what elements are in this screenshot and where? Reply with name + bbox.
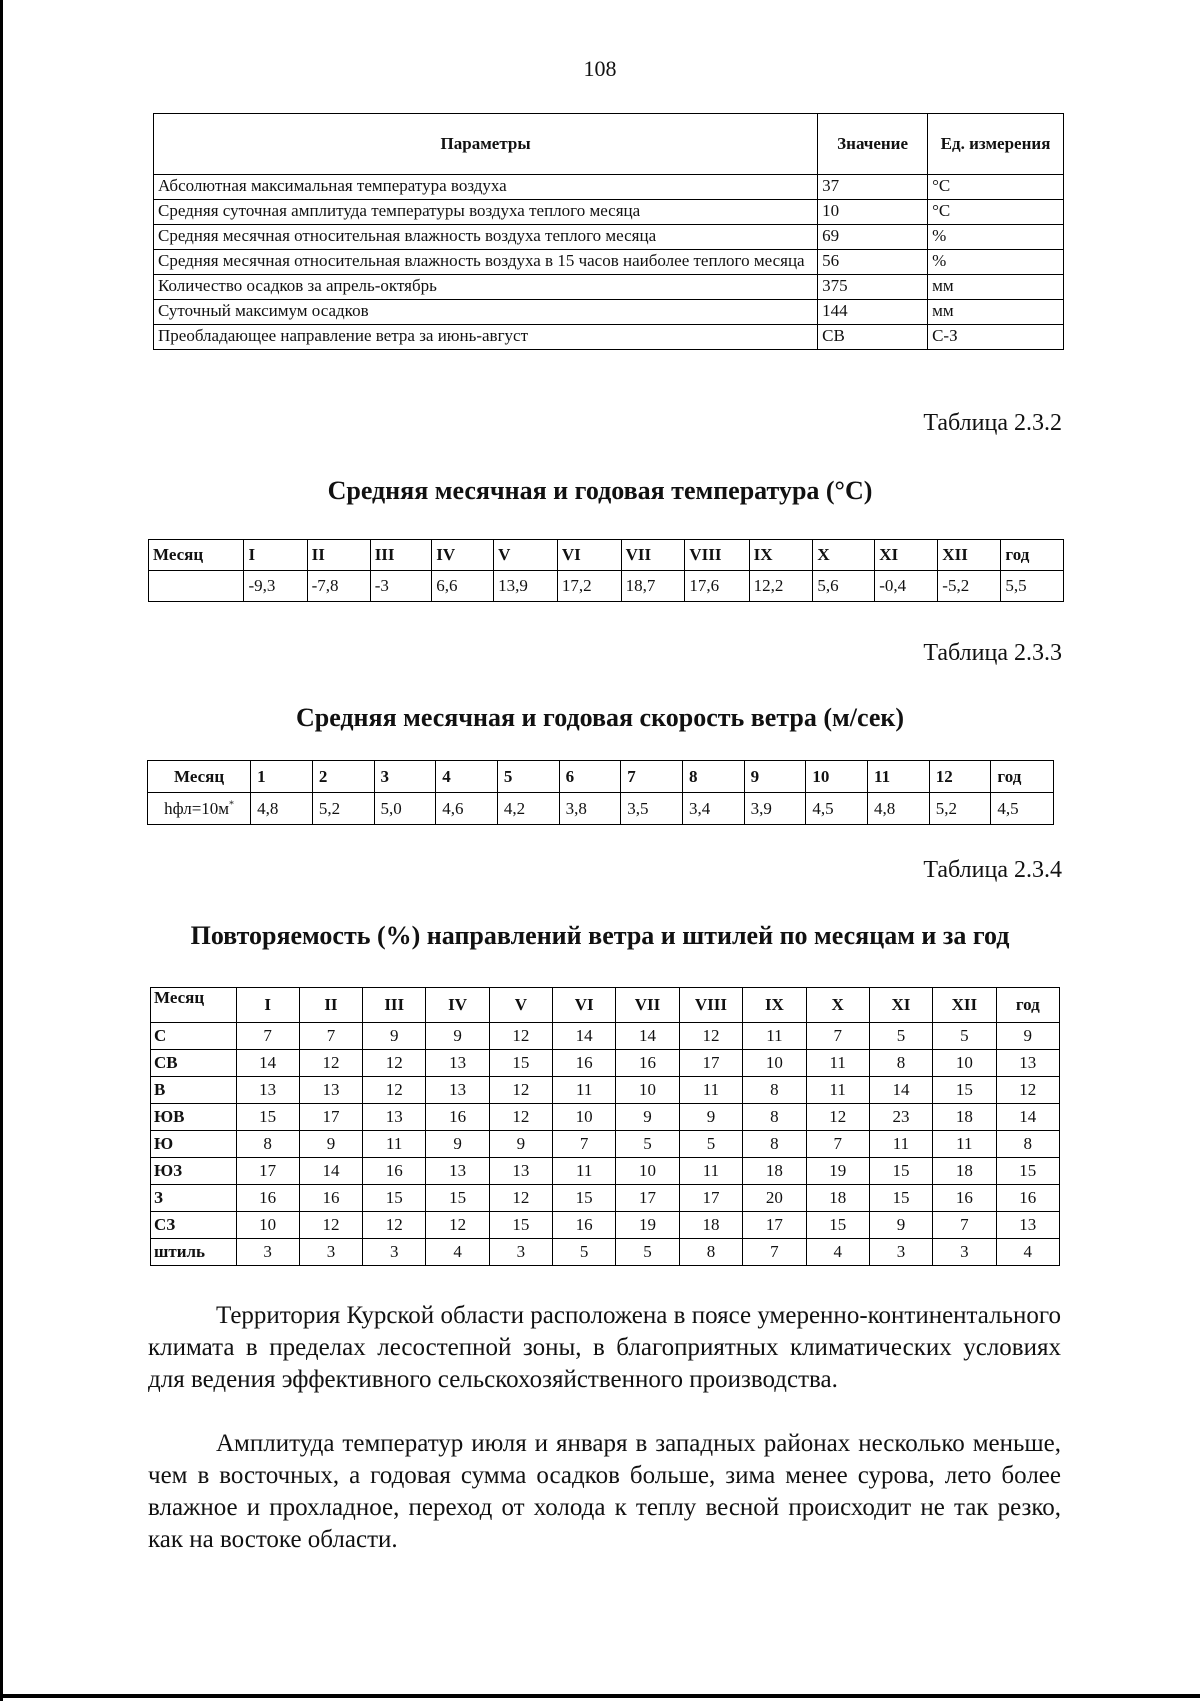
table-row bbox=[151, 1050, 1060, 1077]
wind-speed-cell: 4,2 bbox=[497, 793, 559, 825]
table-row bbox=[154, 300, 1064, 325]
frequency-cell: 15 bbox=[806, 1212, 869, 1239]
table-header-row bbox=[151, 988, 1060, 1023]
frequency-cell: 10 bbox=[553, 1104, 616, 1131]
header-month: Месяц bbox=[148, 761, 251, 793]
footnote-mark: * bbox=[229, 798, 235, 810]
frequency-cell: 7 bbox=[743, 1239, 806, 1266]
temperature-cell: -9,3 bbox=[244, 571, 307, 602]
header-cell: IV bbox=[432, 540, 494, 571]
header-cell: 2 bbox=[312, 761, 374, 793]
header-cell: VIII bbox=[679, 988, 743, 1023]
frequency-cell: 13 bbox=[426, 1158, 489, 1185]
table-row bbox=[154, 275, 1064, 300]
header-cell: 10 bbox=[806, 761, 868, 793]
frequency-cell: 14 bbox=[236, 1050, 299, 1077]
table-row bbox=[151, 1212, 1060, 1239]
value-cell: 144 bbox=[818, 300, 928, 325]
frequency-cell: 15 bbox=[869, 1185, 932, 1212]
frequency-cell: 11 bbox=[869, 1131, 932, 1158]
frequency-cell: 12 bbox=[489, 1104, 552, 1131]
frequency-cell: 18 bbox=[679, 1212, 743, 1239]
direction-label-cell: СЗ bbox=[151, 1212, 237, 1239]
header-value: Значение bbox=[818, 114, 928, 175]
frequency-cell: 13 bbox=[426, 1050, 489, 1077]
unit-cell: мм bbox=[928, 300, 1064, 325]
frequency-cell: 15 bbox=[363, 1185, 426, 1212]
value-cell: 37 bbox=[818, 175, 928, 200]
table-row bbox=[154, 225, 1064, 250]
frequency-cell: 12 bbox=[489, 1023, 552, 1050]
frequency-cell: 19 bbox=[616, 1212, 679, 1239]
temperature-cell: 6,6 bbox=[432, 571, 494, 602]
table-row bbox=[154, 325, 1064, 350]
frequency-cell: 4 bbox=[806, 1239, 869, 1266]
paragraph-territory bbox=[148, 1300, 1061, 1396]
table-row bbox=[151, 1158, 1060, 1185]
header-cell: 1 bbox=[251, 761, 313, 793]
direction-label-cell: З bbox=[151, 1185, 237, 1212]
paragraph-temperature-amplitude bbox=[148, 1428, 1061, 1556]
direction-label-cell: В bbox=[151, 1077, 237, 1104]
wind-speed-cell: 3,4 bbox=[682, 793, 744, 825]
frequency-cell: 10 bbox=[933, 1050, 996, 1077]
frequency-cell: 4 bbox=[426, 1239, 489, 1266]
parameter-cell: Средняя месячная относительная влажность воздуха в 15 часов наиболее теплого месяца bbox=[154, 250, 818, 275]
frequency-cell: 12 bbox=[299, 1050, 362, 1077]
frequency-cell: 8 bbox=[679, 1239, 743, 1266]
wind-speed-cell: 4,5 bbox=[806, 793, 868, 825]
table-row bbox=[154, 175, 1064, 200]
value-cell: СВ bbox=[818, 325, 928, 350]
header-cell: 7 bbox=[621, 761, 683, 793]
frequency-cell: 16 bbox=[426, 1104, 489, 1131]
header-cell: X bbox=[806, 988, 869, 1023]
frequency-cell: 16 bbox=[553, 1212, 616, 1239]
frequency-cell: 11 bbox=[933, 1131, 996, 1158]
frequency-cell: 3 bbox=[933, 1239, 996, 1266]
frequency-cell: 9 bbox=[426, 1023, 489, 1050]
wind-speed-cell: 5,2 bbox=[929, 793, 991, 825]
scan-bottom-edge bbox=[0, 1694, 1200, 1698]
wind-speed-cell: 5,2 bbox=[312, 793, 374, 825]
temperature-cell: 18,7 bbox=[621, 571, 685, 602]
temperature-cell: 17,2 bbox=[557, 571, 621, 602]
header-cell: VIII bbox=[685, 540, 749, 571]
frequency-cell: 11 bbox=[679, 1077, 743, 1104]
header-cell: II bbox=[307, 540, 370, 571]
parameter-cell: Суточный максимум осадков bbox=[154, 300, 818, 325]
header-cell: год bbox=[1001, 540, 1064, 571]
frequency-cell: 16 bbox=[236, 1185, 299, 1212]
value-cell: 56 bbox=[818, 250, 928, 275]
temperature-cell: -0,4 bbox=[875, 571, 938, 602]
table-row bbox=[151, 1239, 1060, 1266]
table-label-2-3-2: Таблица 2.3.2 bbox=[923, 410, 1062, 436]
frequency-cell: 3 bbox=[236, 1239, 299, 1266]
table-title-wind-directions: Повторяемость (%) направлений ветра и штилей по месяцам и за год bbox=[190, 921, 1010, 950]
frequency-cell: 16 bbox=[363, 1158, 426, 1185]
table-title-temperature: Средняя месячная и годовая температура (°С) bbox=[327, 476, 873, 505]
value-cell: 69 bbox=[818, 225, 928, 250]
direction-label-cell: СВ bbox=[151, 1050, 237, 1077]
header-cell: X bbox=[813, 540, 875, 571]
frequency-cell: 20 bbox=[743, 1185, 806, 1212]
frequency-cell: 16 bbox=[996, 1185, 1059, 1212]
frequency-cell: 12 bbox=[426, 1212, 489, 1239]
frequency-cell: 12 bbox=[363, 1050, 426, 1077]
frequency-cell: 11 bbox=[553, 1077, 616, 1104]
frequency-cell: 18 bbox=[743, 1158, 806, 1185]
frequency-cell: 12 bbox=[489, 1077, 552, 1104]
wind-speed-cell: 4,6 bbox=[436, 793, 498, 825]
frequency-cell: 15 bbox=[933, 1077, 996, 1104]
frequency-cell: 12 bbox=[363, 1212, 426, 1239]
frequency-cell: 5 bbox=[616, 1131, 679, 1158]
frequency-cell: 11 bbox=[553, 1158, 616, 1185]
temperature-cell: 13,9 bbox=[494, 571, 558, 602]
unit-cell: % bbox=[928, 250, 1064, 275]
frequency-cell: 3 bbox=[299, 1239, 362, 1266]
frequency-cell: 3 bbox=[363, 1239, 426, 1266]
header-cell: III bbox=[370, 540, 432, 571]
frequency-cell: 9 bbox=[489, 1131, 552, 1158]
table-header-row bbox=[148, 761, 1054, 793]
table-row bbox=[151, 1023, 1060, 1050]
frequency-cell: 3 bbox=[489, 1239, 552, 1266]
frequency-cell: 11 bbox=[806, 1050, 869, 1077]
header-cell: 8 bbox=[682, 761, 744, 793]
header-cell: I bbox=[236, 988, 299, 1023]
temperature-table bbox=[148, 539, 1064, 602]
frequency-cell: 13 bbox=[996, 1212, 1059, 1239]
frequency-cell: 9 bbox=[996, 1023, 1059, 1050]
frequency-cell: 9 bbox=[426, 1131, 489, 1158]
header-cell: год bbox=[991, 761, 1054, 793]
frequency-cell: 17 bbox=[299, 1104, 362, 1131]
frequency-cell: 18 bbox=[806, 1185, 869, 1212]
wind-speed-table bbox=[147, 760, 1054, 825]
header-cell: IX bbox=[749, 540, 813, 571]
frequency-cell: 9 bbox=[363, 1023, 426, 1050]
header-cell: VI bbox=[553, 988, 616, 1023]
direction-label-cell: штиль bbox=[151, 1239, 237, 1266]
frequency-cell: 15 bbox=[869, 1158, 932, 1185]
header-cell: VII bbox=[621, 540, 685, 571]
frequency-cell: 18 bbox=[933, 1104, 996, 1131]
frequency-cell: 7 bbox=[236, 1023, 299, 1050]
header-cell: XII bbox=[938, 540, 1001, 571]
frequency-cell: 14 bbox=[299, 1158, 362, 1185]
header-cell: VI bbox=[557, 540, 621, 571]
temperature-cell: -3 bbox=[370, 571, 432, 602]
temperature-cell: -7,8 bbox=[307, 571, 370, 602]
direction-label-cell: ЮВ bbox=[151, 1104, 237, 1131]
unit-cell: °С bbox=[928, 200, 1064, 225]
frequency-cell: 13 bbox=[299, 1077, 362, 1104]
frequency-cell: 5 bbox=[933, 1023, 996, 1050]
scan-left-edge bbox=[0, 0, 3, 1701]
row-label-cell bbox=[148, 793, 251, 825]
frequency-cell: 11 bbox=[679, 1158, 743, 1185]
unit-cell: °С bbox=[928, 175, 1064, 200]
header-cell: V bbox=[489, 988, 552, 1023]
parameter-cell: Абсолютная максимальная температура воздуха bbox=[154, 175, 818, 200]
wind-speed-cell: 4,5 bbox=[991, 793, 1054, 825]
frequency-cell: 11 bbox=[363, 1131, 426, 1158]
frequency-cell: 7 bbox=[933, 1212, 996, 1239]
parameter-cell: Средняя месячная относительная влажность воздуха теплого месяца bbox=[154, 225, 818, 250]
table-header-row bbox=[154, 114, 1064, 175]
frequency-cell: 18 bbox=[933, 1158, 996, 1185]
header-cell: XII bbox=[933, 988, 996, 1023]
frequency-cell: 15 bbox=[236, 1104, 299, 1131]
table-row bbox=[154, 200, 1064, 225]
parameter-cell: Преобладающее направление ветра за июнь-август bbox=[154, 325, 818, 350]
table-row bbox=[154, 250, 1064, 275]
header-cell: год bbox=[996, 988, 1059, 1023]
frequency-cell: 5 bbox=[553, 1239, 616, 1266]
frequency-cell: 15 bbox=[489, 1050, 552, 1077]
frequency-cell: 8 bbox=[236, 1131, 299, 1158]
direction-label-cell: С bbox=[151, 1023, 237, 1050]
table-title-wind-speed: Средняя месячная и годовая скорость ветра (м/сек) bbox=[295, 703, 905, 732]
frequency-cell: 12 bbox=[679, 1023, 743, 1050]
table-row bbox=[151, 1077, 1060, 1104]
frequency-cell: 13 bbox=[489, 1158, 552, 1185]
frequency-cell: 7 bbox=[806, 1023, 869, 1050]
table-row bbox=[151, 1185, 1060, 1212]
frequency-cell: 7 bbox=[553, 1131, 616, 1158]
frequency-cell: 13 bbox=[426, 1077, 489, 1104]
wind-direction-table bbox=[150, 987, 1060, 1266]
frequency-cell: 16 bbox=[933, 1185, 996, 1212]
unit-cell: мм bbox=[928, 275, 1064, 300]
frequency-cell: 8 bbox=[743, 1077, 806, 1104]
header-cell: V bbox=[494, 540, 558, 571]
table-header-row bbox=[149, 540, 1064, 571]
parameter-cell: Средняя суточная амплитуда температуры воздуха теплого месяца bbox=[154, 200, 818, 225]
header-cell: VII bbox=[616, 988, 679, 1023]
temperature-cell: 12,2 bbox=[749, 571, 813, 602]
header-cell: 5 bbox=[497, 761, 559, 793]
frequency-cell: 15 bbox=[489, 1212, 552, 1239]
frequency-cell: 16 bbox=[616, 1050, 679, 1077]
row-label-text: hфл=10м bbox=[164, 798, 230, 818]
frequency-cell: 14 bbox=[553, 1023, 616, 1050]
frequency-cell: 16 bbox=[299, 1185, 362, 1212]
wind-speed-cell: 4,8 bbox=[251, 793, 313, 825]
frequency-cell: 10 bbox=[616, 1077, 679, 1104]
frequency-cell: 10 bbox=[236, 1212, 299, 1239]
table-row bbox=[151, 1104, 1060, 1131]
frequency-cell: 3 bbox=[869, 1239, 932, 1266]
table-label-2-3-3: Таблица 2.3.3 bbox=[923, 640, 1062, 666]
frequency-cell: 12 bbox=[363, 1077, 426, 1104]
table-row bbox=[151, 1131, 1060, 1158]
direction-label-cell: ЮЗ bbox=[151, 1158, 237, 1185]
frequency-cell: 10 bbox=[743, 1050, 806, 1077]
frequency-cell: 11 bbox=[743, 1023, 806, 1050]
header-cell: 4 bbox=[436, 761, 498, 793]
frequency-cell: 15 bbox=[553, 1185, 616, 1212]
table-label-2-3-4: Таблица 2.3.4 bbox=[923, 857, 1062, 883]
paragraph-territory-text: Территория Курской области расположена в поясе умеренно-континентального климата в пределах лесостепной зоны, в благоприятных климатических условиях для ведения эффективного сельскохозяйственного производства. bbox=[148, 1302, 1061, 1393]
header-cell: IX bbox=[743, 988, 806, 1023]
temperature-cell: 5,5 bbox=[1001, 571, 1064, 602]
temperature-cell: -5,2 bbox=[938, 571, 1001, 602]
header-cell: II bbox=[299, 988, 362, 1023]
wind-speed-cell: 4,8 bbox=[868, 793, 930, 825]
frequency-cell: 11 bbox=[806, 1077, 869, 1104]
frequency-cell: 17 bbox=[679, 1050, 743, 1077]
frequency-cell: 14 bbox=[616, 1023, 679, 1050]
frequency-cell: 9 bbox=[616, 1104, 679, 1131]
frequency-cell: 9 bbox=[679, 1104, 743, 1131]
frequency-cell: 7 bbox=[299, 1023, 362, 1050]
table-row bbox=[149, 571, 1064, 602]
frequency-cell: 16 bbox=[553, 1050, 616, 1077]
page-number: 108 bbox=[583, 56, 617, 81]
header-month: Месяц bbox=[151, 988, 237, 1023]
frequency-cell: 14 bbox=[996, 1104, 1059, 1131]
header-cell: 3 bbox=[374, 761, 436, 793]
frequency-cell: 8 bbox=[996, 1131, 1059, 1158]
frequency-cell: 23 bbox=[869, 1104, 932, 1131]
frequency-cell: 12 bbox=[299, 1212, 362, 1239]
header-cell: III bbox=[363, 988, 426, 1023]
frequency-cell: 12 bbox=[806, 1104, 869, 1131]
frequency-cell: 17 bbox=[679, 1185, 743, 1212]
climate-parameters-table bbox=[153, 113, 1064, 350]
header-cell: XI bbox=[869, 988, 932, 1023]
frequency-cell: 14 bbox=[869, 1077, 932, 1104]
frequency-cell: 12 bbox=[996, 1077, 1059, 1104]
temperature-cell: 5,6 bbox=[813, 571, 875, 602]
frequency-cell: 5 bbox=[616, 1239, 679, 1266]
paragraph-amplitude-text: Амплитуда температур июля и января в западных районах несколько меньше, чем в восточных, а годовая сумма осадков больше, зима менее сурова, лето более влажное и прохладное, переход от холода к теплу весной происходит не так резко, как на востоке области. bbox=[148, 1430, 1061, 1553]
frequency-cell: 13 bbox=[996, 1050, 1059, 1077]
unit-cell: % bbox=[928, 225, 1064, 250]
frequency-cell: 19 bbox=[806, 1158, 869, 1185]
frequency-cell: 15 bbox=[426, 1185, 489, 1212]
frequency-cell: 9 bbox=[299, 1131, 362, 1158]
frequency-cell: 5 bbox=[679, 1131, 743, 1158]
header-unit: Ед. измерения bbox=[928, 114, 1064, 175]
frequency-cell: 12 bbox=[489, 1185, 552, 1212]
table-row bbox=[148, 793, 1054, 825]
frequency-cell: 13 bbox=[236, 1077, 299, 1104]
frequency-cell: 15 bbox=[996, 1158, 1059, 1185]
frequency-cell: 10 bbox=[616, 1158, 679, 1185]
frequency-cell: 13 bbox=[363, 1104, 426, 1131]
row-label-cell bbox=[149, 571, 244, 602]
frequency-cell: 17 bbox=[616, 1185, 679, 1212]
frequency-cell: 8 bbox=[869, 1050, 932, 1077]
header-cell: IV bbox=[426, 988, 489, 1023]
header-month: Месяц bbox=[149, 540, 244, 571]
parameter-cell: Количество осадков за апрель-октябрь bbox=[154, 275, 818, 300]
header-parameters: Параметры bbox=[154, 114, 818, 175]
value-cell: 10 bbox=[818, 200, 928, 225]
frequency-cell: 9 bbox=[869, 1212, 932, 1239]
frequency-cell: 17 bbox=[743, 1212, 806, 1239]
header-cell: XI bbox=[875, 540, 938, 571]
value-cell: 375 bbox=[818, 275, 928, 300]
frequency-cell: 8 bbox=[743, 1104, 806, 1131]
header-cell: I bbox=[244, 540, 307, 571]
frequency-cell: 4 bbox=[996, 1239, 1059, 1266]
frequency-cell: 17 bbox=[236, 1158, 299, 1185]
wind-speed-cell: 3,8 bbox=[559, 793, 621, 825]
temperature-cell: 17,6 bbox=[685, 571, 749, 602]
header-cell: 6 bbox=[559, 761, 621, 793]
frequency-cell: 5 bbox=[869, 1023, 932, 1050]
wind-speed-cell: 3,5 bbox=[621, 793, 683, 825]
wind-speed-cell: 5,0 bbox=[374, 793, 436, 825]
frequency-cell: 8 bbox=[743, 1131, 806, 1158]
header-cell: 12 bbox=[929, 761, 991, 793]
header-cell: 11 bbox=[868, 761, 930, 793]
frequency-cell: 7 bbox=[806, 1131, 869, 1158]
header-cell: 9 bbox=[744, 761, 806, 793]
unit-cell: С-З bbox=[928, 325, 1064, 350]
direction-label-cell: Ю bbox=[151, 1131, 237, 1158]
wind-speed-cell: 3,9 bbox=[744, 793, 806, 825]
